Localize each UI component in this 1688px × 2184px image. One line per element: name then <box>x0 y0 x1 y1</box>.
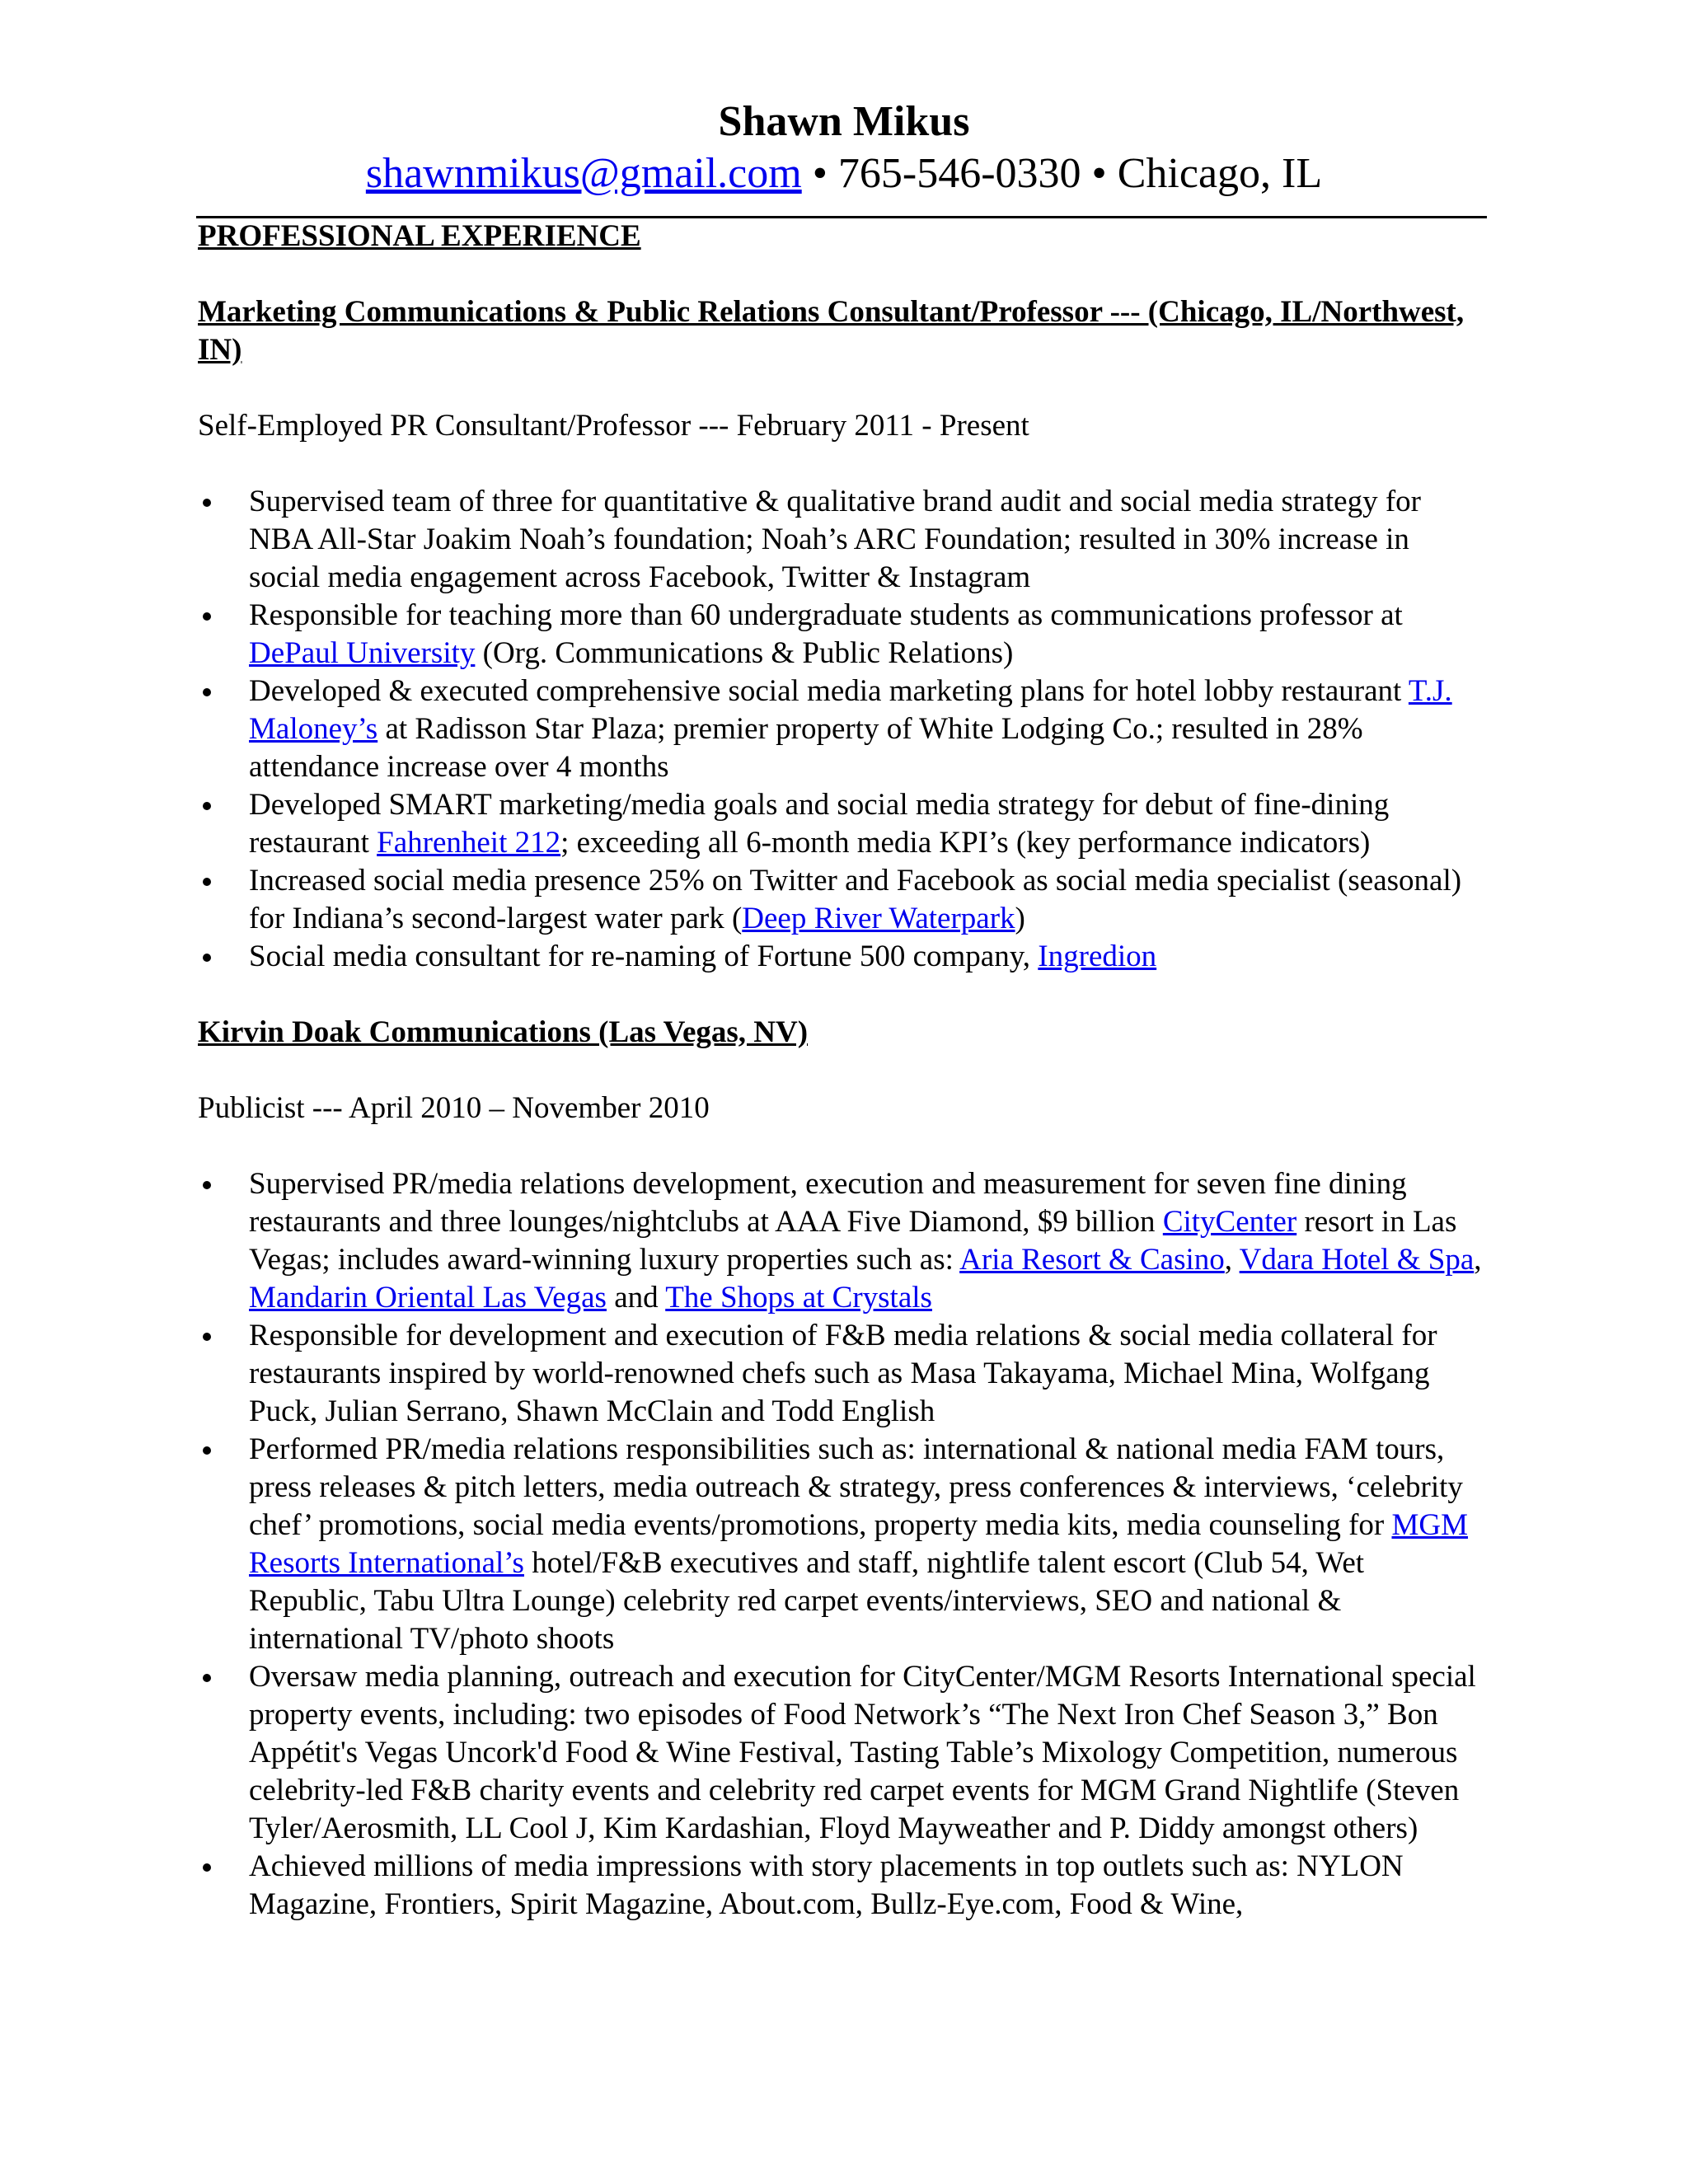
job2-role: Publicist --- April 2010 – November 2010 <box>198 1091 710 1125</box>
list-item: Responsible for development and execution of F&B media relations & social media collateral for restaurants inspired by world-renowned chefs such as Masa Takayama, Michael Mina, Wolfgang Puck, Julian Serrano, Shawn McClain and Todd English <box>198 1317 1484 1431</box>
list-item: Increased social media presence 25% on Twitter and Facebook as social media specialist (seasonal) for Indiana’s second-largest water park (Deep River Waterpark) <box>198 862 1484 938</box>
candidate-name: Shawn Mikus <box>718 98 970 145</box>
mandarin-oriental-link[interactable]: Mandarin Oriental Las Vegas <box>249 1281 607 1315</box>
contact-line <box>0 148 1688 199</box>
list-item: Responsible for teaching more than 60 undergraduate students as communications professor at DePaul University (Org. Communications & Public Relations) <box>198 597 1484 673</box>
list-item: Performed PR/media relations responsibilities such as: international & national media FAM tours, press releases & pitch letters, media outreach & strategy, press conferences & interviews, ‘celebrity chef’ promotions, social media events/promotions, property media kits, media counseling for MGM Resorts International’s hotel/F&B executives and staff, nightlife talent escort (Club 54, Wet Republic, Tabu Ultra Lounge) celebrity red carpet events/interviews, SEO and national & international TV/photo shoots <box>198 1431 1484 1658</box>
section-title: PROFESSIONAL EXPERIENCE <box>198 219 641 253</box>
list-item: Oversaw media planning, outreach and execution for CityCenter/MGM Resorts International special property events, including: two episodes of Food Network’s “The Next Iron Chef Season 3,” Bon Appétit's Vegas Uncork'd Food & Wine Festival, Tasting Table’s Mixology Competition, numerous celebrity-led F&B charity events and celebrity red carpet events for MGM Grand Nightlife (Steven Tyler/Aerosmith, LL Cool J, Kim Kardashian, Floyd Mayweather and P. Diddy amongst others) <box>198 1658 1484 1848</box>
list-item: Supervised team of three for quantitative & qualitative brand audit and social media strategy for NBA All-Star Joakim Noah’s foundation; Noah’s ARC Foundation; resulted in 30% increase in social media engagement across Facebook, Twitter & Instagram <box>198 483 1484 597</box>
resume-content <box>198 218 1484 1924</box>
email-link[interactable]: shawnmikus@gmail.com <box>365 150 802 197</box>
aria-resort-link[interactable]: Aria Resort & Casino <box>959 1243 1225 1277</box>
depaul-link[interactable]: DePaul University <box>249 636 476 670</box>
contact-details: • 765-546-0330 • Chicago, IL <box>801 150 1323 197</box>
ingredion-link[interactable]: Ingredion <box>1038 940 1157 973</box>
list-item: Developed & executed comprehensive social media marketing plans for hotel lobby restaurant T.J. Maloney’s at Radisson Star Plaza; premier property of White Lodging Co.; resulted in 28% attendance increase over 4 months <box>198 673 1484 786</box>
vdara-hotel-link[interactable]: Vdara Hotel & Spa <box>1239 1243 1475 1277</box>
shops-at-crystals-link[interactable]: The Shops at Crystals <box>665 1281 932 1315</box>
citycenter-link[interactable]: CityCenter <box>1162 1205 1297 1239</box>
job2-bullets <box>198 1165 1484 1924</box>
job1-role: Self-Employed PR Consultant/Professor --- February 2011 - Present <box>198 409 1029 443</box>
job1-heading: Marketing Communications & Public Relations Consultant/Professor --- (Chicago, IL/Northwest, IN) <box>198 295 1465 367</box>
list-item: Supervised PR/media relations development, execution and measurement for seven fine dining restaurants and three lounges/nightclubs at AAA Five Diamond, $9 billion CityCenter resort in Las Vegas; includes award-winning luxury properties such as: Aria Resort & Casino, Vdara Hotel & Spa, Mandarin Oriental Las Vegas and The Shops at Crystals <box>198 1165 1484 1317</box>
fahrenheit-212-link[interactable]: Fahrenheit 212 <box>377 826 561 860</box>
list-item: Social media consultant for re-naming of Fortune 500 company, Ingredion <box>198 938 1484 976</box>
list-item: Achieved millions of media impressions with story placements in top outlets such as: NYLON Magazine, Frontiers, Spirit Magazine, About.com, Bullz-Eye.com, Food & Wine, <box>198 1848 1484 1924</box>
tj-maloneys-link[interactable]: T.J. Maloney’s <box>249 674 1452 746</box>
job1-bullets <box>198 483 1484 976</box>
job2-heading: Kirvin Doak Communications (Las Vegas, NV) <box>198 1015 809 1049</box>
deep-river-waterpark-link[interactable]: Deep River Waterpark <box>742 902 1015 935</box>
list-item: Developed SMART marketing/media goals and social media strategy for debut of fine-dining restaurant Fahrenheit 212; exceeding all 6-month media KPI’s (key performance indicators) <box>198 786 1484 862</box>
mgm-resorts-link[interactable]: MGM Resorts International’s <box>249 1508 1469 1580</box>
